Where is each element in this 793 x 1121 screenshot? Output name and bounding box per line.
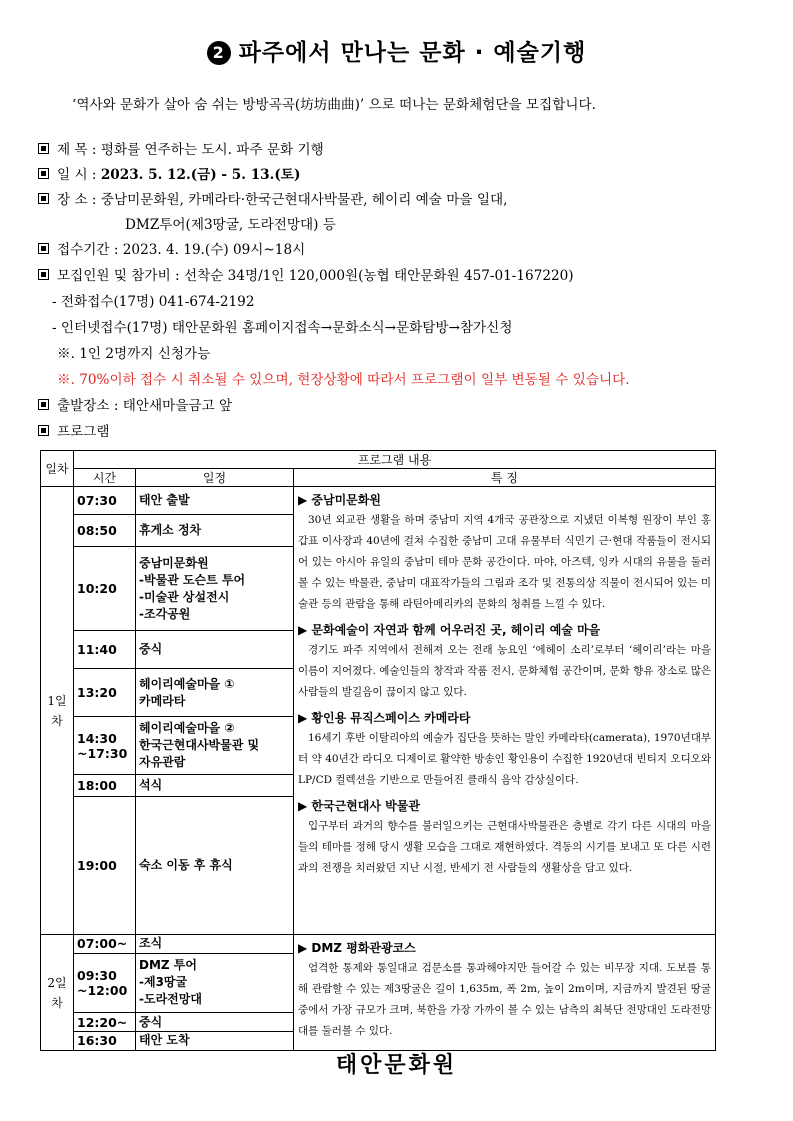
feature-body: 엄격한 통제와 통일대교 검문소를 통과해야지만 들어갈 수 있는 비무장 지대. 도보를 통해 관람할 수 있는 제3땅굴은 길이 1,635m, 폭 2m, 높이 2m이며, 지금까지 발견된 땅굴 중에서 가장 규모가 크며, 북한을 가장 가까이 볼 수 있는 남측의 최북단 전망대인 도라전망대를 둘러볼 수 있다. (298, 962, 712, 1037)
square-bullet-icon (38, 193, 49, 204)
day1-features (294, 487, 716, 935)
time-cell: 19:00 (74, 797, 136, 935)
square-bullet-icon (38, 399, 49, 410)
feature-heading: ▶ 중남미문화원 (298, 493, 381, 507)
schedule-cell: 조식 (136, 935, 294, 954)
time-cell: 07:00~ (74, 935, 136, 954)
time-cell: 12:20~ (74, 1013, 136, 1032)
square-bullet-icon (38, 168, 49, 179)
day1-label: 1일 차 (41, 487, 74, 935)
square-bullet-icon (38, 243, 49, 254)
title-text: 파주에서 만나는 문화 · 예술기행 (238, 40, 587, 66)
schedule-cell: 중식 (136, 1013, 294, 1032)
feature-body: 경기도 파주 지역에서 전해져 오는 전래 농요인 ‘에헤이 소리’로부터 ‘헤이리’라는 마을 이름이 지어졌다. 예술인들의 창작과 작품 전시, 문화체험 공간이며, 문화 향유 장소로 많은 사람들의 발길음이 끊이지 않고 있다. (298, 644, 712, 698)
schedule-cell: 헤이리예술마을 ① 카메라타 (136, 669, 294, 717)
table-row (41, 935, 716, 954)
day2-label: 2일 차 (41, 935, 74, 1051)
info-note-limit: ※. 1인 2명까지 신청가능 (57, 346, 211, 362)
schedule-cell: 헤이리예술마을 ② 한국근현대사박물관 및 자유관람 (136, 717, 294, 775)
schedule-cell: 중식 (136, 631, 294, 669)
time-cell: 18:00 (74, 775, 136, 797)
intro-text: ‘역사와 문화가 살아 숨 쉬는 방방곡곡(坊坊曲曲)’ 으로 떠나는 문화체험단을 모집합니다. (72, 97, 596, 113)
square-bullet-icon (38, 269, 49, 280)
feature-heading: ▶ DMZ 평화관광코스 (298, 941, 416, 955)
info-departure: 출발장소 : 태안새마을금고 앞 (38, 394, 232, 414)
schedule-cell: 태안 도착 (136, 1031, 294, 1050)
schedule-cell: 태안 출발 (136, 487, 294, 515)
info-program: 프로그램 (38, 420, 110, 440)
info-place: 장 소 : 중남미문화원, 카메라타·한국근현대사박물관, 헤이리 예술 마을 일대, (38, 188, 507, 208)
number-badge: 2 (207, 41, 231, 65)
table-row (41, 487, 716, 515)
header-program: 프로그램 내용 (74, 451, 716, 469)
time-cell: 07:30 (74, 487, 136, 515)
info-recruit: 모집인원 및 참가비 : 선착순 34명/1인 120,000원(농협 태안문화원 457-01-167220) (38, 264, 574, 284)
time-cell: 10:20 (74, 547, 136, 631)
schedule-cell: 중남미문화원 -박물관 도슨트 투어 -미술관 상설전시 -조각공원 (136, 547, 294, 631)
footer-organization: 태안문화원 (335, 1053, 458, 1078)
program-table (40, 450, 716, 1051)
square-bullet-icon (38, 425, 49, 436)
header-day: 일차 (41, 451, 74, 487)
time-cell: 08:50 (74, 515, 136, 547)
header-time: 시간 (74, 469, 136, 487)
info-subject: 제 목 : 평화를 연주하는 도시. 파주 문화 기행 (38, 138, 324, 158)
header-schedule: 일정 (136, 469, 294, 487)
time-cell: 14:30 ~17:30 (74, 717, 136, 775)
feature-heading: ▶ 황인용 뮤직스페이스 카메라타 (298, 711, 471, 725)
feature-heading: ▶ 한국근현대사 박물관 (298, 799, 420, 813)
feature-body: 입구부터 과거의 향수를 불러일으키는 근현대사박물관은 층별로 각기 다른 시대의 마을들의 테마를 정해 당시 생활 모습을 그대로 재현하였다. 격동의 시기를 보내고 또 다른 시련과의 전쟁을 치러왔던 지난 시절, 반세기 전 사람들의 생활상을 담고 있다. (298, 820, 712, 874)
time-cell: 09:30 ~12:00 (74, 953, 136, 1012)
info-date: 일 시 : 2023. 5. 12.(금) - 5. 13.(토) (38, 163, 300, 183)
schedule-cell: 휴게소 정차 (136, 515, 294, 547)
square-bullet-icon (38, 143, 49, 154)
info-internet: - 인터넷접수(17명) 태안문화원 홈페이지접속→문화소식→문화탐방→참가신청 (52, 320, 513, 336)
day2-features (294, 935, 716, 1051)
info-place-line2: DMZ투어(제3땅굴, 도라전망대) 등 (125, 217, 336, 233)
schedule-cell: DMZ 투어 -제3땅굴 -도라전망대 (136, 953, 294, 1012)
info-apply-period: 접수기간 : 2023. 4. 19.(수) 09시~18시 (38, 238, 305, 258)
feature-body: 30년 외교관 생활을 하며 중남미 지역 4개국 공관장으로 지냈던 이복형 원장이 부인 홍갑표 이사장과 40년에 걸쳐 수집한 중남미 고대 유물부터 식민기 근·현대 작품들이 전시되어 있는 아시아 유일의 중남미 테마 문화 공간이다. 마야, 아즈텍, 잉카 시대의 유물을 둘러볼 수 있는 박물관, 중남미 대표작가들의 그림과 조각 및 전통의상 직물이 전시되어 있는 미술관 등의 관람을 통해 라틴아메리카의 문화의 청취를 느낄 수 있다. (298, 514, 712, 610)
info-note-cancel: ※. 70%이하 접수 시 취소될 수 있으며, 현장상황에 따라서 프로그램이 일부 변동될 수 있습니다. (57, 372, 630, 388)
feature-body: 16세기 후반 이탈리아의 예술가 집단을 뜻하는 말인 카메라타(camerata), 1970년대부터 약 40년간 라디오 디제이로 활약한 방송인 황인용이 수집한 1920년대 빈티지 오디오와 LP/CD 컬렉션을 기반으로 만들어진 클래식 음악 감상실이다. (298, 732, 712, 786)
time-cell: 13:20 (74, 669, 136, 717)
feature-heading: ▶ 문화예술이 자연과 함께 어우러진 곳, 헤이리 예술 마을 (298, 623, 601, 637)
header-feature: 특 징 (294, 469, 716, 487)
page-title (0, 34, 793, 67)
schedule-cell: 숙소 이동 후 휴식 (136, 797, 294, 935)
schedule-cell: 석식 (136, 775, 294, 797)
time-cell: 11:40 (74, 631, 136, 669)
info-phone: - 전화접수(17명) 041-674-2192 (52, 294, 255, 310)
time-cell: 16:30 (74, 1031, 136, 1050)
